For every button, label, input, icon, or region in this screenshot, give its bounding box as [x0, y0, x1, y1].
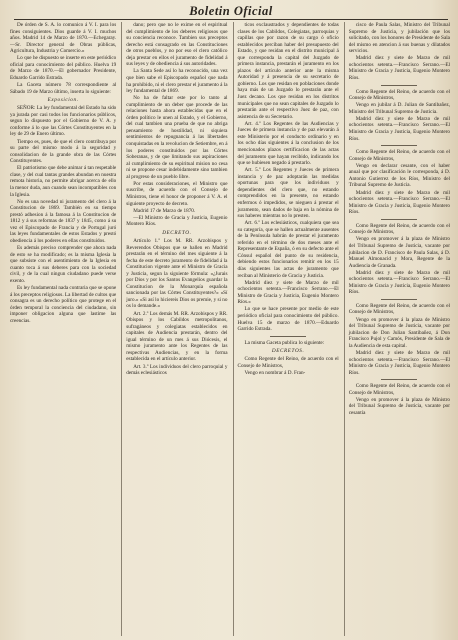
- section-heading: DECRETOS.: [271, 348, 305, 355]
- paragraph: Vengo en declarar cesante, con el haber anual que por clasificación le corresponda, á D. Antonio Gutierrez de los Ríos, Ministro del Tribunal Supremo de Justicia.: [348, 162, 450, 189]
- paragraph: Madrid diez y siete de Marzo de mil ochocientos setenta.—Francisco Serrano.—El Ministro de Gracia y Justicia, Eugenio Montero Ríos.: [348, 55, 450, 81]
- paragraph: La misma Gaceta publica lo siguiente:: [244, 339, 325, 346]
- column-4: [344, 22, 450, 636]
- paragraph: Es ley fundamental nada contraria que se opone á los preceptos religiosos. La libertad de cultos que consagra es un derecho político que protege en el órden temporal la conciencia del ciudadano, sin imponer obligacion alguna que lastime las creencias.: [10, 284, 117, 324]
- paragraph: Como Regente del Reino, de acuerdo con el Consejo de Ministros,: [348, 383, 450, 396]
- paragraph: Art. 2.º Los demás M. RR. Arzobispos y RR. Obispos y los Cabildos metropolitanos, sufragáneos y colegiatas establecidos en capitales de Audiencia prestarán, dentro del igual término de un mes á sus Diócesis, el mismo juramento ante los Regentes de las respectivas Audiencias, y en la forma establecida en el artículo anterior.: [126, 310, 228, 363]
- paragraph: Tiempo es, pues, de que el clero contribuya por su parte del mismo modo á la seguridad y consolidacion de la grande obra de las Córtes Constituyentes.: [10, 138, 117, 165]
- paragraph: Art. 3.º Los individuos del clero parroquial y demás eclesiásticos: [126, 363, 228, 377]
- paragraph: cisco de Paula Salas, Ministro del Tribunal Supremo de Justicia, y jubilación que los solicitado, con los honores de Presidente de Sala del mismo en atencion á sus buenas y dilatados servicios.: [348, 22, 450, 55]
- paragraph: Vengo en promover á la plaza de Ministro del Tribunal Supremo de Justicia, vacante por jubilacion de D. Francisco de Paula Salas, á D. Manuel Almonacid y Mora, Regente de la Audiencia de Granada.: [348, 236, 450, 269]
- paragraph: La Gaceta número 78 correspondiente al Sábado 19 de Marzo último, inserta lo siguiente:: [10, 82, 117, 95]
- section-divider: [381, 85, 417, 86]
- column-1: [10, 22, 116, 636]
- paragraph: Madrid diez y siete de Marzo de mil ochocientos setenta.—Francisco Serrano.—El Ministro de Gracia y Justicia, Eugenio Montero Ríos.: [348, 269, 450, 296]
- paragraph: Art. 6.º Los eclesiásticos, cualquiera que sea su categoría, que se hallen actualmente ausentes de la Península habrán de prestar el juramento referido en el término de dos meses ante el Representante de España, ó en su defecto ante el Cónsul español del punto de su residencia, debiendo estos funcionarios remitir en los 15 días siguientes las actas de juramento que reciban al Ministerio de Gracia y Justicia.: [237, 220, 339, 279]
- column-3: [233, 22, 339, 636]
- paragraph: SEÑOR: La ley fundamental del Estado ha sido ya jurada por casi todos los funcionarios públicos, segun lo dispuesto por el Gobierno de V. A. y conforme á lo que las Córtes Constituyentes en la ley de 29 de Enero último.: [10, 105, 117, 138]
- text-columns: [10, 22, 450, 636]
- paragraph: Lo que he dispuesto se inserte en este periódico oficial para conocimiento del público. Huelva 19 de Marzo de 1870.—El gobernador Presidente, Eduardo Garrido Estrada.: [10, 55, 117, 81]
- section-heading: DECRETO.: [162, 229, 192, 236]
- paragraph: Vengo en promover á la plaza de Ministro del Tribunal Supremo de Justicia, vacante por jubilacion de Don Julian Santibañez, á Don Francisco Pujol y Camós, Presidente de Sala de la Audiencia de esta capital.: [348, 316, 450, 349]
- section-divider: [381, 145, 417, 146]
- paragraph: Como Regente del Reino, de acuerdo con el Consejo de Ministros,: [237, 356, 339, 369]
- paragraph: Art. 5.º Los Regentes y Jueces de primera instancia y de paz adoptarán las medidas oportunas para que los individuos y dependientes del clero que, no estando comprendidos en la presente, no estando enfermos ó impedidos, se nieguen á prestar el juramento, sean dados de baja en la nómina de sus haberes mientras no lo presten.: [237, 167, 339, 220]
- paragraph: No ha de faltar este por lo tanto al cumplimiento de un deber que procede de las relaciones hasta ahora establecidas que en el órden político le unen al Estado, y el Gobierno, del cual tambien una prueba de que no abriga pensamiento de hostilidad, ni siquiera sentimientos de repugnancia á las libertades conquistadas en la revolucion de Setiembre, en á los poderes constituidos por las Córtes Soberanas, y de que limitando sus aspiraciones al cumplimiento de su espiritual mision no cesa ni se propone cesar indebidamente sino tambien al progreso de un pueblo libre.: [126, 95, 228, 180]
- section-divider: [270, 336, 306, 337]
- paragraph: Art. 4.º Los Regentes de las Audiencias y Jueces de primera instancia y de paz elevarán á este Ministerio por el conducto ordinario y en los ocho días siguientes á la conclusion de los mencionados plazos certificacion de las actas del juramento que hayan recibido, indicando los que se hubiesen negado á prestarlo.: [237, 120, 339, 167]
- paragraph: Como Regente del Reino, de acuerdo con el Consejo de Ministros,: [348, 149, 450, 162]
- paragraph: Como Regente del Reino, de acuerdo con el Consejo de Ministros,: [348, 302, 450, 316]
- paragraph: Por estas consideraciones, el Ministro que suscribe, de acuerdo con el Consejo de Ministros, tiene el honor de proponer á V. A. el siguiente proyecto de decreto.: [126, 180, 228, 207]
- page-header: [14, 3, 448, 20]
- paragraph: No es una novedad ni juramento del clero á la Constitucion de 1869. También en su tiempo prestó adhesion á la famosa á la Constitucion de 1812 y á sus reformas de 1837 y 1845, como á su vez el Episcopado de Francia y de Portugal juró las leyes fundamentales de estos Estados y prestó obediencia á los poderes en ellas constituidos.: [10, 198, 117, 244]
- paragraph: Madrid diez y siete de Marzo de mil ochocientos setenta.—Francisco Serrano.—El Ministro de Gracia y Justicia, Eugenio Montero Ríos.: [348, 115, 450, 142]
- paragraph: Es además preciso comprender que ahora nada de esto se ha modificado; es la misma Iglesia la que subsiste con el asentimiento de la Iglesia en cuanto toca á sus deberes para con la sociedad civil, y de la cual ningun ciudadano puede verse exento.: [10, 245, 117, 284]
- section-divider: [381, 219, 417, 220]
- column-2: [121, 22, 227, 636]
- paragraph: Madrid diez y siete de Marzo de mil ochocientos setenta.—Francisco Serrano.—El Ministro de Gracia y Justicia, Eugenio Montero Ríos.: [348, 189, 450, 216]
- paragraph: Vengo en nombrar á D. Fran-: [244, 369, 306, 376]
- paragraph: Vengo en jubilar á D. Julian de Santibañez, Ministro del Tribunal Supremo de Justicia.: [348, 102, 450, 115]
- paragraph: ticos exclaustrados y dependientes de todas clases de los Cabildos, Colegiatas, parroquias y capillas que por razon de su cargo ó oficio establecidos perciban haber del presupuesto del Estado, y que residan en el distrito municipal á que corresponda la capital del Juzgado de primera instancia, prestarán el juramento en los plazos del artículo anterior ante la misma Autoridad y á presencia de su secretario de gobierno. Los que residan en poblaciones donde haya más de un Juzgado lo prestarán ante el Juez decano. Los que residan en los distritos municipales que no sean capitales de Juzgado lo prestarán ante el respectivo Juez de paz, con asistencia de su Secretario.: [237, 22, 339, 120]
- paragraph: La Santa Sede así lo ha reconocido, una vez que bien sabe el Episcopado español que nada ha prohibido, ni el clero prestar el juramento á la ley fundamental de 1869.: [126, 68, 228, 95]
- paragraph: Artículo 1.º Los M. RR. Arzobispos y Reverendos Obispos que se hallen en Madrid prestarán en el término del mes siguiente á la fecha de este decreto juramento de fidelidad á la Constitucion vigente ante el Ministro de Gracia y Justicia, segun la siguiente fórmula: «¿Jurais por Dios y por los Santos Evangelios guardar la Constitucion de la Monarquía española sancionada por las Córtes Constituyentes?» «Sí juro.» «Si así lo hiciereis Dios os premie, y si no os lo demande.»: [126, 237, 228, 310]
- paragraph: Lo que se hace presente por medio de este periódico oficial para conocimiento del público. Huelva 15 de marzo de 1870.—Eduardo Garrido Estrada.: [237, 306, 339, 333]
- paragraph: El patriotismo que debe animar á tan respetable clase, y del cual tantas grandes abundan en nuestra remota historia, no permite abrigar acerca de ello la menor duda, aun cuando sean incompatibles con la Iglesia.: [10, 165, 117, 198]
- paragraph: Vengo en promover á la plaza de Ministro del Tribunal Supremo de Justicia, vacante por cesantía: [348, 396, 450, 416]
- paragraph: dano; pero que no le exime en el espiritual del cumplimiento de los deberes religiosos que su conciencia reconoce. Tambien sus preceptos derecho está consagrado en las Constituciones de otros pueblos, y no por eso el clero católico deja prestar en ellos el juramento de fidelidad á sus leyes y de obediencia á sus autoridades.: [126, 22, 228, 68]
- paragraph: Como Regente del Reino, de acuerdo con el Consejo de Ministros,: [348, 88, 450, 102]
- paragraph: Madrid diez y siete de Marzo de mil ochocientos setenta.—Francisco Serrano.—El Ministro de Gracia y Justicia, Eugenio Montero Ríos.»: [237, 279, 339, 306]
- page-title: Boletin Oficial: [189, 3, 273, 18]
- paragraph: Como Regente del Reino, de acuerdo con el Consejo de Ministros,: [348, 222, 450, 236]
- section-divider: [381, 379, 417, 380]
- paragraph: Madrid 17 de Marzo de 1870.: [133, 207, 196, 214]
- paragraph: —El Ministro de Gracia y Justicia, Eugenio Montero Ríos.: [126, 214, 228, 228]
- paragraph: Madrid diez y siete de Marzo de mil ochocientos setenta.—Francisco Serrano.—El Ministro de Gracia y Justicia, Eugenio Montero Ríos.: [348, 349, 450, 376]
- section-divider: [381, 299, 417, 300]
- section-heading: Exposicion.: [47, 97, 79, 104]
- paragraph: De órden de S. A. lo comunico á V. I. para los fines consiguientes. Dios guarde á V. I. muchos años. Madrid 14 de Marzo de 1870.—Echegaray.—Sr. Director general de Obras públicas, Agricultura, Industria y Comercio.»: [10, 22, 117, 55]
